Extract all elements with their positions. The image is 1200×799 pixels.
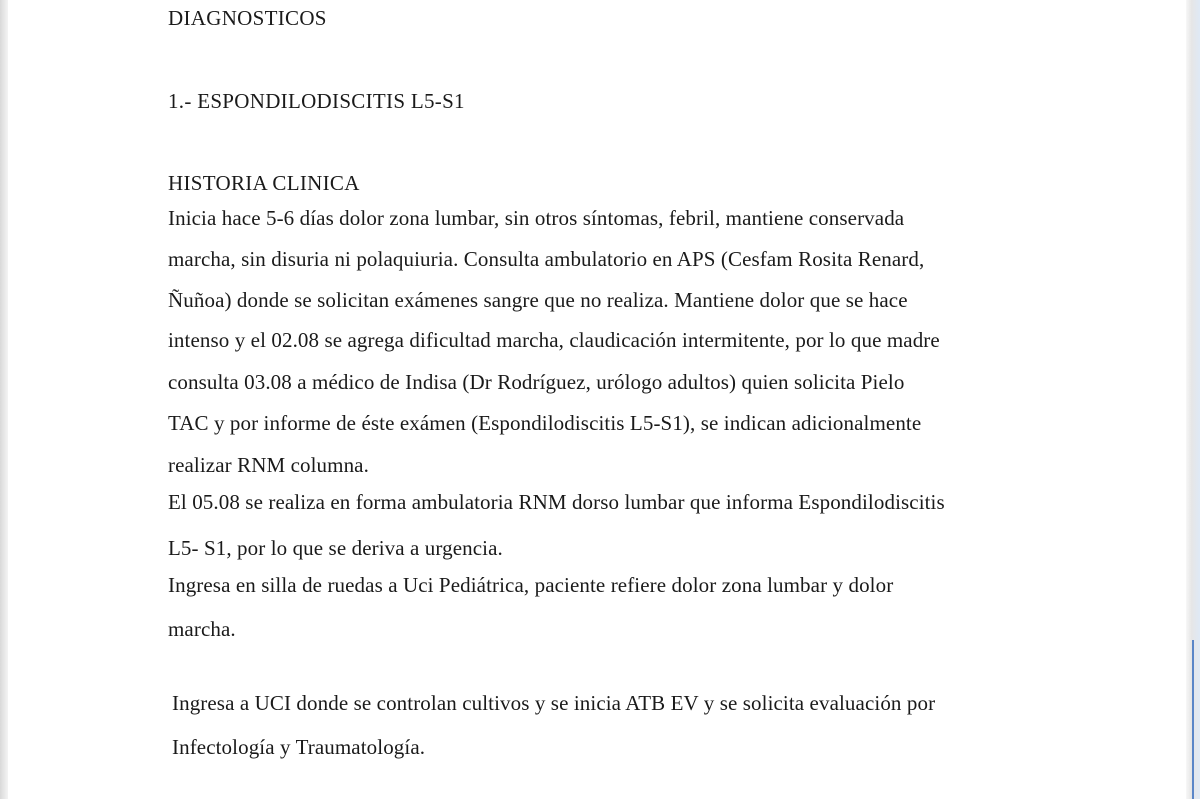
admission-line: Infectología y Traumatología. (172, 735, 426, 759)
history-line: consulta 03.08 a médico de Indisa (Dr Rodríguez, urólogo adultos) quien solicita Pielo (168, 370, 905, 394)
document-title: DIAGNOSTICOS (168, 6, 327, 30)
history-line: marcha, sin disuria ni polaquiuria. Consulta ambulatorio en APS (Cesfam Rosita Renard, (168, 247, 925, 271)
admission-line: Ingresa a UCI donde se controlan cultivos y se inicia ATB EV y se solicita evaluación por (172, 691, 936, 715)
history-line: Ñuñoa) donde se solicitan exámenes sangre que no realiza. Mantiene dolor que se hace (168, 288, 908, 312)
section-heading-historia-clinica: HISTORIA CLINICA (168, 171, 360, 195)
page-right-edge-mark (1192, 640, 1194, 799)
history-line: realizar RNM columna. (168, 453, 369, 477)
diagnosis-item: 1.- ESPONDILODISCITIS L5-S1 (168, 89, 465, 113)
history-line: marcha. (168, 617, 236, 641)
history-line: L5- S1, por lo que se deriva a urgencia. (168, 536, 503, 560)
history-line: Inicia hace 5-6 días dolor zona lumbar, sin otros síntomas, febril, mantiene conservada (168, 206, 905, 230)
page-left-edge (0, 0, 8, 799)
history-line: El 05.08 se realiza en forma ambulatoria RNM dorso lumbar que informa Espondilodiscitis (168, 490, 945, 514)
history-line: Ingresa en silla de ruedas a Uci Pediátrica, paciente refiere dolor zona lumbar y dolor (168, 573, 894, 597)
history-line: intenso y el 02.08 se agrega dificultad marcha, claudicación intermitente, por lo que madre (168, 328, 940, 352)
history-line: TAC y por informe de éste exámen (Espondilodiscitis L5-S1), se indican adicionalmente (168, 411, 922, 435)
